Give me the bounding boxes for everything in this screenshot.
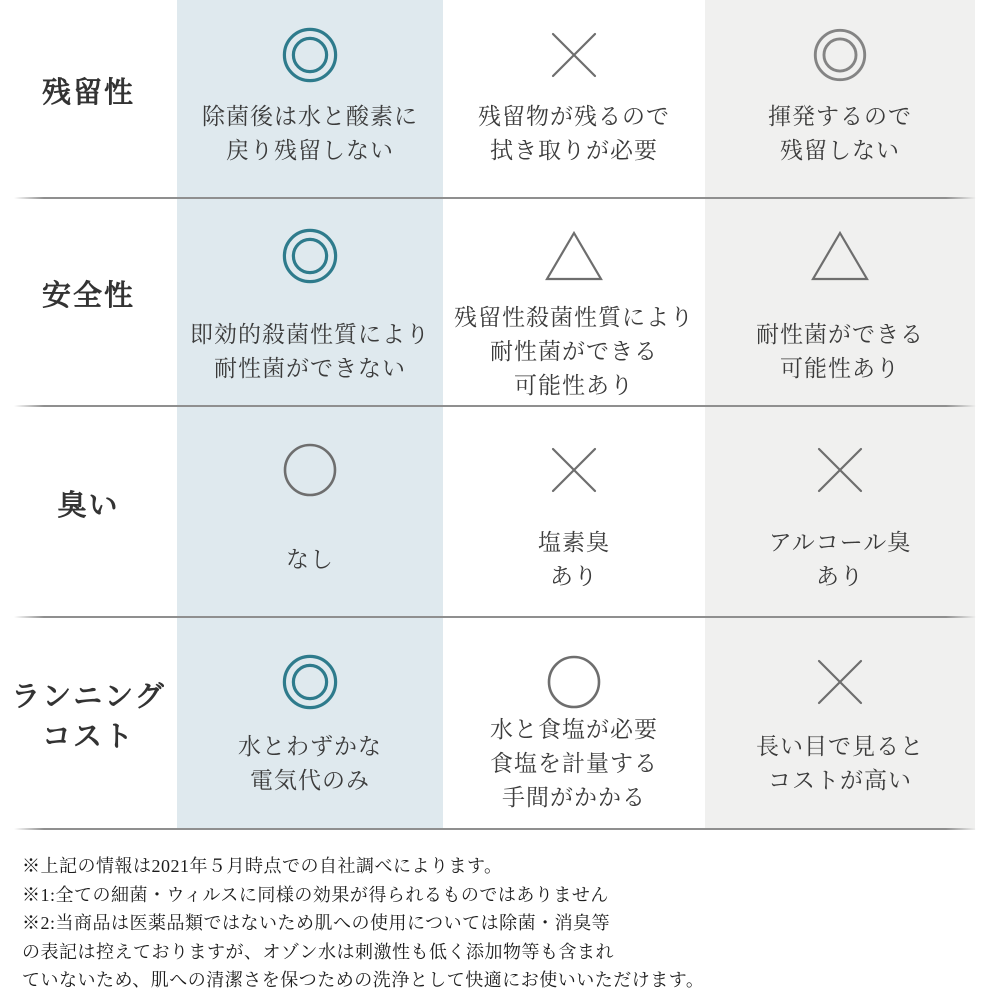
row-header-label: ランニング [11,681,166,713]
cell-cost-col3 [705,618,975,830]
cell-residue-col3 [705,0,975,199]
cell-residue-col1 [177,0,443,199]
cell-safety-col2 [443,199,705,407]
circle-icon [283,443,337,497]
cell-note: 塩素臭 あり [538,529,610,589]
cell-note: 残留性殺菌性質により 耐性菌ができる 可能性あり [454,304,694,398]
cell-note: 長い目で見ると コストが高い [756,733,924,793]
double-circle-icon [812,27,868,83]
cell-odor-col2 [443,407,705,618]
cell-note: 即効的殺菌性質により 耐性菌ができない [190,321,430,381]
cell-note: アルコール臭 あり [768,529,912,589]
triangle-icon [810,230,870,282]
cell-note: 除菌後は水と酸素に 戻り残留しない [202,102,418,163]
cell-safety-col3 [705,199,975,407]
footnote-line: ていないため、肌への清潔さを保つための洗浄として快適にお使いいただけます。 [22,970,705,990]
circle-icon [547,655,601,709]
row-header-label: コスト [41,721,135,753]
row-divider [14,616,976,618]
cell-residue-col2 [443,0,705,199]
footnotes [22,852,982,995]
cell-cost-col1 [177,618,443,830]
row-header-safety [0,199,177,407]
cross-icon [815,445,865,495]
cell-note: 耐性菌ができる 可能性あり [756,321,924,381]
footnote-line: の表記は控えておりますが、オゾン水は刺激性も低く添加物等も含まれ [22,941,614,962]
cell-odor-col1 [177,407,443,618]
cell-note: 水と食塩が必要 食塩を計量する 手間がかかる [490,716,658,810]
row-header-label: 臭い [57,489,120,522]
footnote-line: ※上記の情報は2021年５月時点での自社調べによります。 [22,856,503,876]
cell-note: 水とわずかな 電気代のみ [238,733,382,793]
cell-note: 揮発するので 残留しない [768,102,912,163]
row-divider [14,405,976,407]
cell-cost-col2 [443,618,705,830]
cell-note: なし [286,546,334,572]
double-circle-icon [281,653,339,711]
row-divider [14,197,976,199]
cell-note: 残留物が残るので 拭き取りが必要 [478,102,670,163]
row-header-odor [0,407,177,618]
row-divider [14,828,976,830]
cross-icon [815,657,865,707]
cell-odor-col3 [705,407,975,618]
cross-icon [549,445,599,495]
footnote-line: ※1:全ての細菌・ウィルスに同様の効果が得られるものではありません [22,884,609,905]
cell-safety-col1 [177,199,443,407]
footnote-line: ※2:当商品は医薬品類ではないため肌への使用については除菌・消臭等 [22,913,611,933]
double-circle-icon [281,227,339,285]
row-header-residue [0,0,177,199]
double-circle-icon [281,26,339,84]
row-header-running-cost [0,618,177,830]
triangle-icon [544,230,604,282]
row-header-label: 安全性 [41,280,135,312]
row-header-label: 残留性 [41,76,135,109]
cross-icon [549,30,599,80]
